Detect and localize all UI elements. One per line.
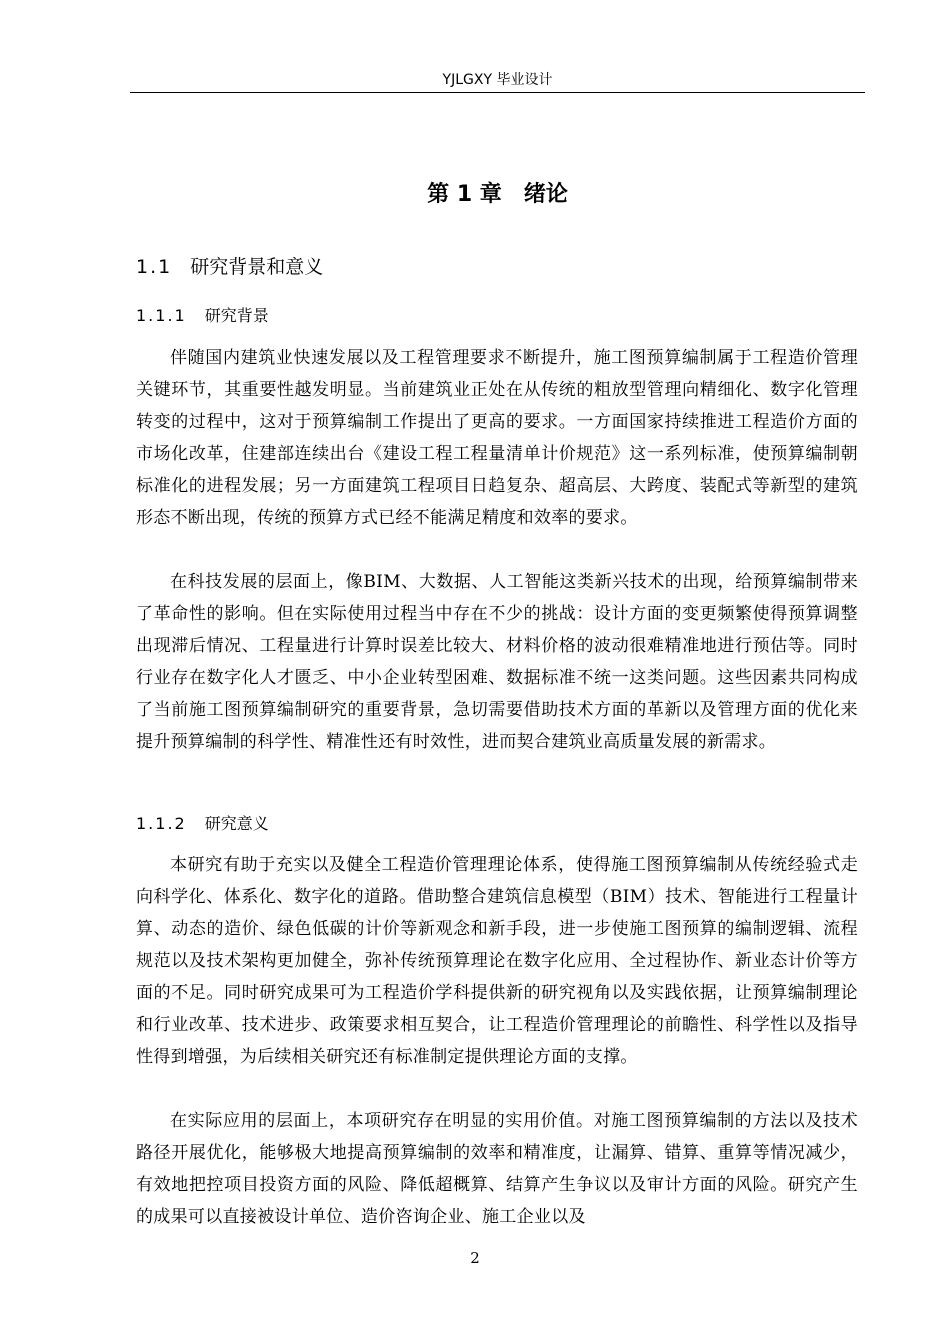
subsection-title: 研究意义 bbox=[204, 814, 269, 833]
chapter-title: 绪论 bbox=[523, 182, 568, 207]
page-number: 2 bbox=[470, 1249, 480, 1267]
subsection-number: 1.1.1 bbox=[136, 306, 187, 325]
chapter-number: 第 1 章 bbox=[427, 182, 502, 207]
section-number: 1.1 bbox=[136, 256, 173, 278]
body-paragraph: 在实际应用的层面上，本项研究存在明显的实用价值。对施工图预算编制的方法以及技术路径开展优化，能够极大地提高预算编制的效率和精准度，让漏算、错算、重算等情况减少，有效地把控项目投资方面的风险、降低超概算、结算产生争议以及审计方面的风险。研究产生的成果可以直接被设计单位、造价咨询企业、施工企业以及 bbox=[136, 1111, 858, 1227]
subsection-number: 1.1.2 bbox=[136, 814, 187, 833]
page-header: YJLGXY 毕业设计 bbox=[442, 72, 553, 88]
body-paragraph: 本研究有助于充实以及健全工程造价管理理论体系，使得施工图预算编制从传统经验式走向科学化、体系化、数字化的道路。借助整合建筑信息模型（BIM）技术、智能进行工程量计算、动态的造价、绿色低碳的计价等新观念和新手段，进一步使施工图预算的编制逻辑、流程规范以及技术架构更加健全，弥补传统预算理论在数字化应用、全过程协作、新业态计价等方面的不足。同时研究成果可为工程造价学科提供新的研究视角以及实践依据，让预算编制理论和行业改革、技术进步、政策要求相互契合，让工程造价管理理论的前瞻性、科学性以及指导性得到增强，为后续相关研究还有标准制定提供理论方面的支撑。 bbox=[136, 855, 858, 1067]
section-title: 研究背景和意义 bbox=[190, 256, 324, 278]
header-divider bbox=[130, 92, 865, 93]
subsection-heading bbox=[136, 810, 269, 838]
section-heading bbox=[136, 252, 323, 282]
subsection-title: 研究背景 bbox=[204, 306, 269, 325]
subsection-heading bbox=[136, 302, 269, 330]
chapter-heading bbox=[130, 176, 865, 214]
body-paragraph: 伴随国内建筑业快速发展以及工程管理要求不断提升，施工图预算编制属于工程造价管理关键环节，其重要性越发明显。当前建筑业正处在从传统的粗放型管理向精细化、数字化管理转变的过程中，这对于预算编制工作提出了更高的要求。一方面国家持续推进工程造价方面的市场化改革，住建部连续出台《建设工程工程量清单计价规范》这一系列标准，使预算编制朝标准化的进程发展；另一方面建筑工程项目日趋复杂、超高层、大跨度、装配式等新型的建筑形态不断出现，传统的预算方式已经不能满足精度和效率的要求。 bbox=[136, 348, 858, 528]
body-paragraph: 在科技发展的层面上，像BIM、大数据、人工智能这类新兴技术的出现，给预算编制带来了革命性的影响。但在实际使用过程当中存在不少的挑战：设计方面的变更频繁使得预算调整出现滞后情况、工程量进行计算时误差比较大、材料价格的波动很难精准地进行预估等。同时行业存在数字化人才匮乏、中小企业转型困难、数据标准不统一这类问题。这些因素共同构成了当前施工图预算编制研究的重要背景，急切需要借助技术方面的革新以及管理方面的优化来提升预算编制的科学性、精准性还有时效性，进而契合建筑业高质量发展的新需求。 bbox=[136, 572, 858, 752]
